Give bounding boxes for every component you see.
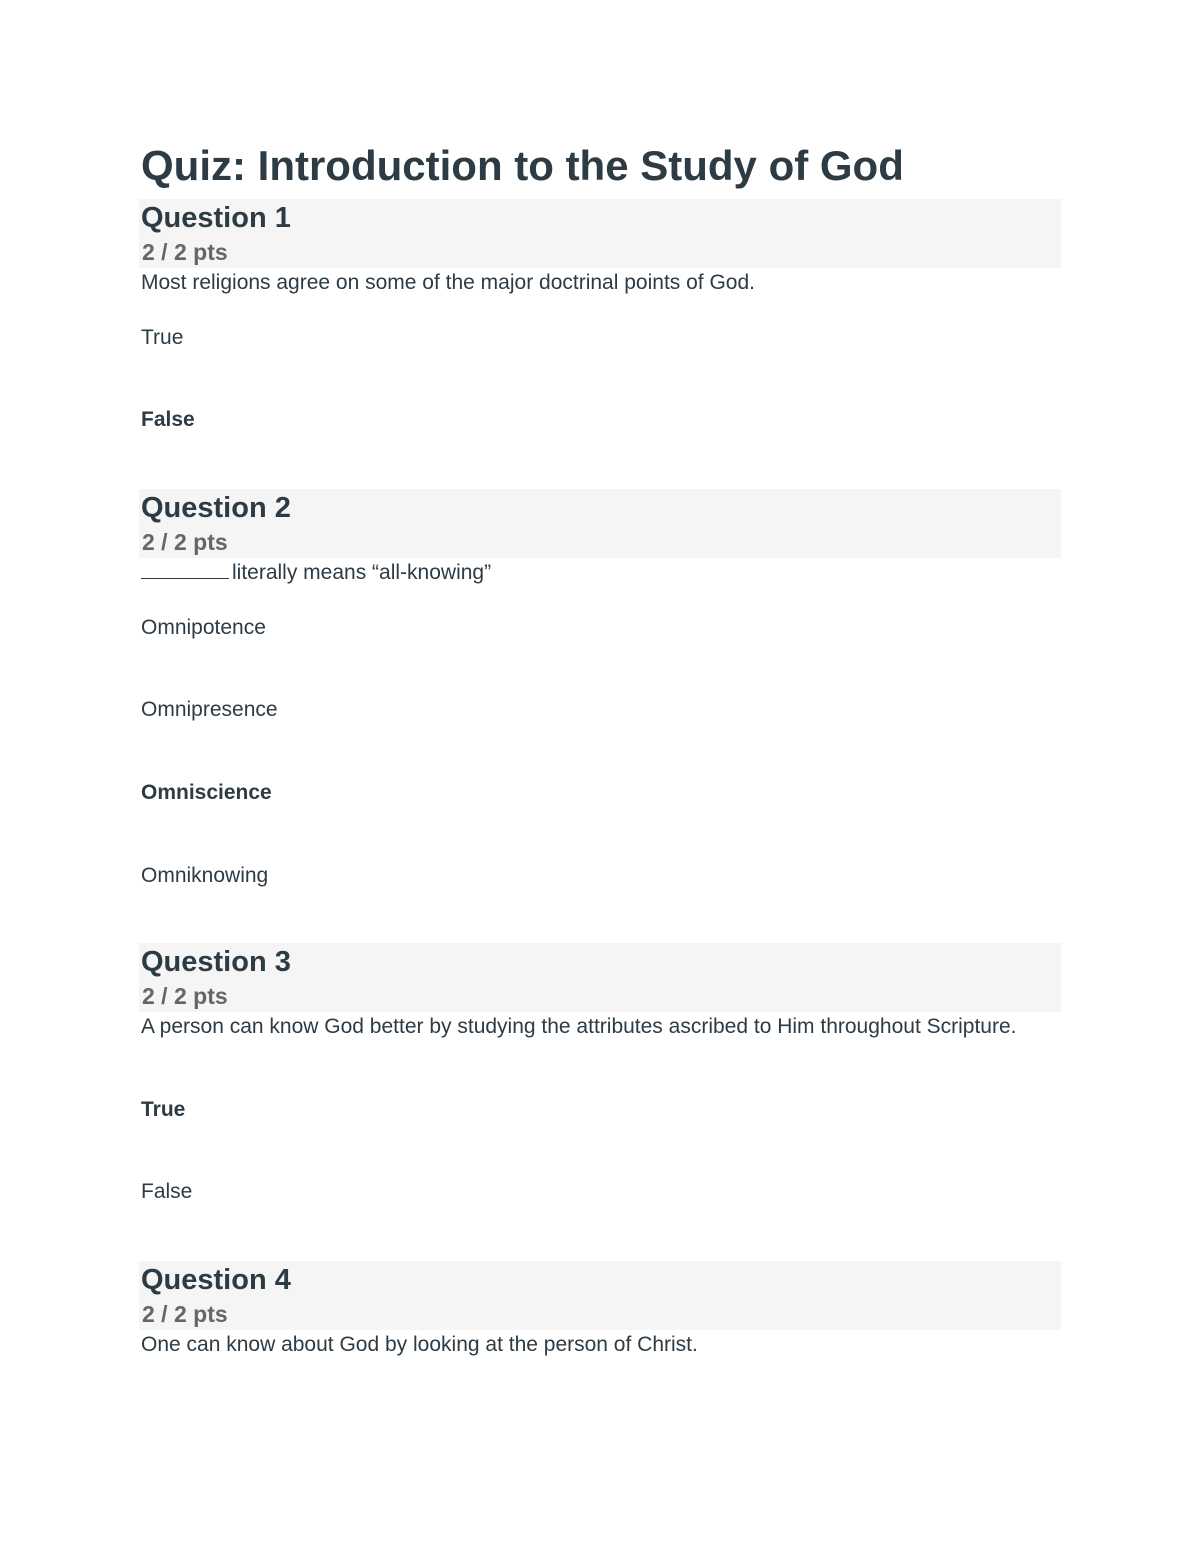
page-title: Quiz: Introduction to the Study of God (141, 142, 904, 189)
answer-false-selected[interactable]: False (141, 408, 195, 431)
question-points: 2 / 2 pts (142, 239, 228, 265)
answer-false[interactable]: False (141, 1180, 193, 1203)
question-title: Question 3 (141, 946, 291, 978)
answer-omniscience-selected[interactable]: Omniscience (141, 781, 272, 804)
fill-in-blank (141, 560, 229, 579)
question-text: One can know about God by looking at the person of Christ. (141, 1333, 698, 1356)
question-title: Question 2 (141, 492, 291, 524)
answer-omnipotence[interactable]: Omnipotence (141, 616, 266, 639)
answer-omnipresence[interactable]: Omnipresence (141, 698, 278, 721)
question-text-body: literally means “all-knowing” (232, 561, 492, 584)
question-4-header (139, 1261, 1061, 1330)
question-text: A person can know God better by studying the attributes ascribed to Him throughout Scripture. (141, 1015, 1017, 1038)
question-text (141, 559, 1041, 587)
question-3-header (139, 943, 1061, 1012)
question-title: Question 4 (141, 1264, 291, 1296)
question-2-header (139, 489, 1061, 558)
answer-true[interactable]: True (141, 326, 184, 349)
answer-true-selected[interactable]: True (141, 1098, 186, 1121)
question-points: 2 / 2 pts (142, 529, 228, 555)
question-points: 2 / 2 pts (142, 1301, 228, 1327)
answer-omniknowing[interactable]: Omniknowing (141, 864, 269, 887)
question-title: Question 1 (141, 202, 291, 234)
question-1-header (139, 199, 1061, 268)
question-points: 2 / 2 pts (142, 983, 228, 1009)
question-text: Most religions agree on some of the major doctrinal points of God. (141, 271, 755, 294)
